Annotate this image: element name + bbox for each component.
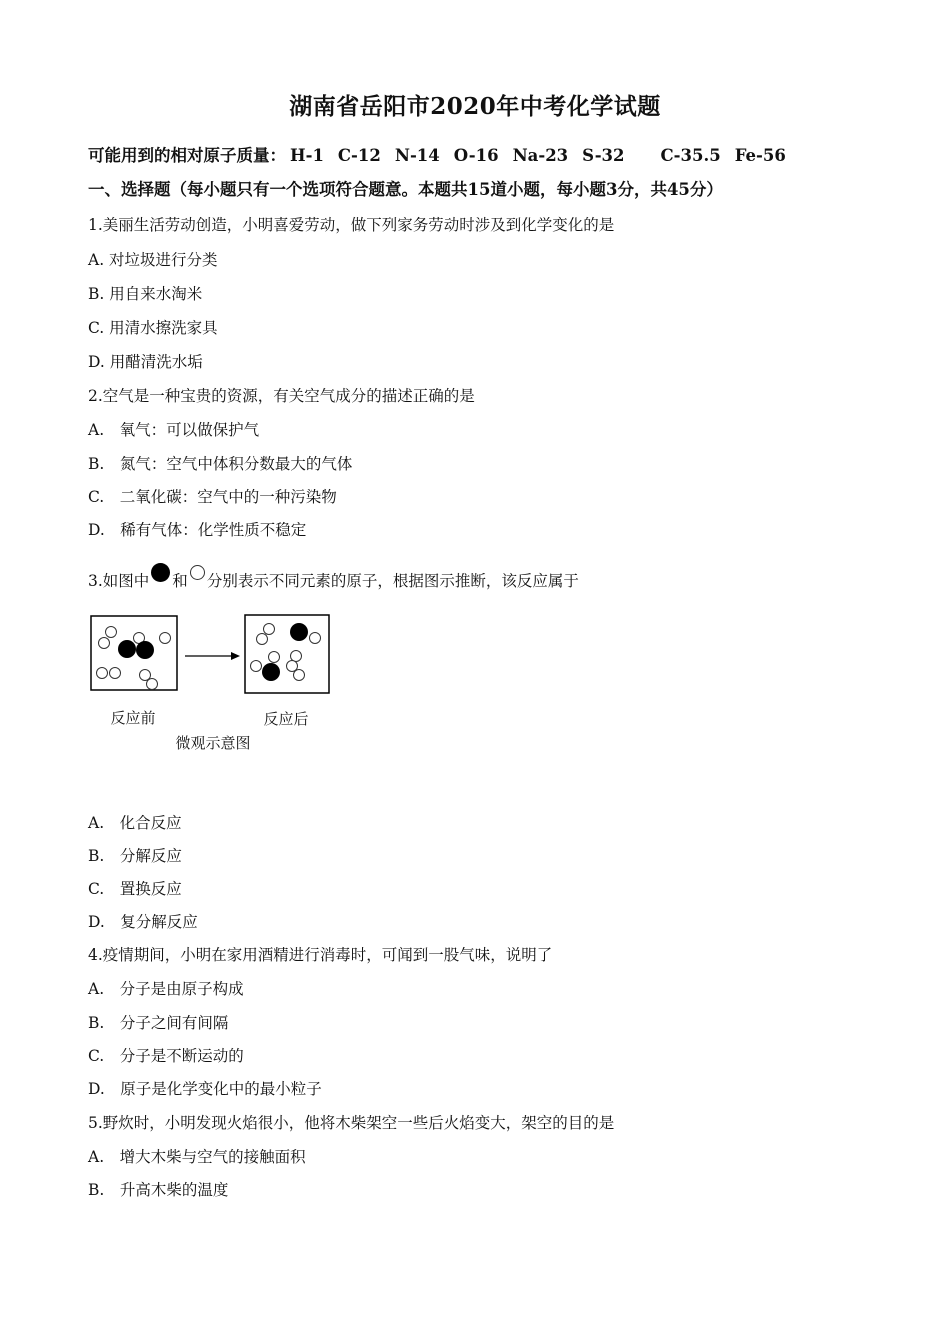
q4-option-d: D. 原子是化学变化中的最小粒子	[88, 1080, 322, 1098]
question-4-stem: 4.疫情期间，小明在家用酒精进行消毒时，可闻到一股气味，说明了	[88, 946, 553, 964]
after-label: 反应后	[263, 710, 309, 728]
q1-option-c: C. 用清水擦洗家具	[88, 319, 218, 337]
black-atom-icon	[151, 563, 170, 582]
q4-option-b: B. 分子之间有间隔	[88, 1014, 229, 1032]
q3-option-b: B. 分解反应	[88, 847, 182, 865]
section-heading: 一、选择题（每小题只有一个选项符合题意。本题共15道小题，每小题3分，共45分）	[88, 180, 723, 199]
q3-option-c: C. 置换反应	[88, 880, 182, 898]
q3-stem-part-a: 3.如图中	[88, 572, 150, 590]
before-label: 反应前	[110, 709, 156, 727]
question-3-stem	[88, 563, 579, 591]
q2-option-a: A. 氧气：可以做保护气	[88, 421, 260, 439]
q3-stem-part-c: 分别表示不同元素的原子，根据图示推断，该反应属于	[206, 572, 579, 590]
q2-option-b: B. 氮气：空气中体积分数最大的气体	[88, 455, 353, 473]
mass-fe: Fe-56	[734, 146, 786, 165]
q1-option-a: A. 对垃圾进行分类	[88, 251, 218, 269]
question-2-stem: 2.空气是一种宝贵的资源，有关空气成分的描述正确的是	[88, 387, 475, 405]
q1-option-d: D. 用醋清洗水垢	[88, 353, 203, 371]
atomic-mass-line	[88, 146, 800, 166]
mass-c: C-12	[337, 146, 381, 165]
q5-option-a: A. 增大木柴与空气的接触面积	[88, 1148, 306, 1166]
q4-option-a: A. 分子是由原子构成	[88, 980, 244, 998]
mass-h: H-1	[290, 146, 324, 165]
white-atom-icon	[190, 565, 205, 580]
q2-option-c: C. 二氧化碳：空气中的一种污染物	[88, 488, 337, 506]
mass-na: Na-23	[512, 146, 569, 165]
arrow-head-icon	[231, 652, 240, 660]
after-atoms	[251, 624, 321, 681]
q3-option-a: A. 化合反应	[88, 814, 182, 832]
mass-s: S-32	[582, 146, 625, 165]
mass-cl: C-35.5	[660, 146, 721, 165]
q3-stem-part-b: 和	[172, 572, 188, 590]
question-1-stem: 1.美丽生活劳动创造，小明喜爱劳动，做下列家务劳动时涉及到化学变化的是	[88, 216, 615, 234]
atomic-mass-label: 可能用到的相对原子质量：	[88, 146, 286, 165]
page-title: 湖南省岳阳市2020年中考化学试题	[289, 93, 661, 120]
mass-n: N-14	[394, 146, 440, 165]
after-box	[245, 615, 329, 693]
mass-o: O-16	[453, 146, 499, 165]
question-5-stem: 5.野炊时，小明发现火焰很小，他将木柴架空一些后火焰变大，架空的目的是	[88, 1114, 615, 1132]
diagram-caption: 微观示意图	[175, 734, 251, 752]
q1-option-b: B. 用自来水淘米	[88, 285, 203, 303]
q2-option-d: D. 稀有气体：化学性质不稳定	[88, 521, 307, 539]
q3-option-d: D. 复分解反应	[88, 913, 198, 931]
before-atoms	[97, 627, 171, 690]
q4-option-c: C. 分子是不断运动的	[88, 1047, 244, 1065]
microscopic-diagram	[80, 605, 360, 760]
q5-option-b: B. 升高木柴的温度	[88, 1181, 229, 1199]
